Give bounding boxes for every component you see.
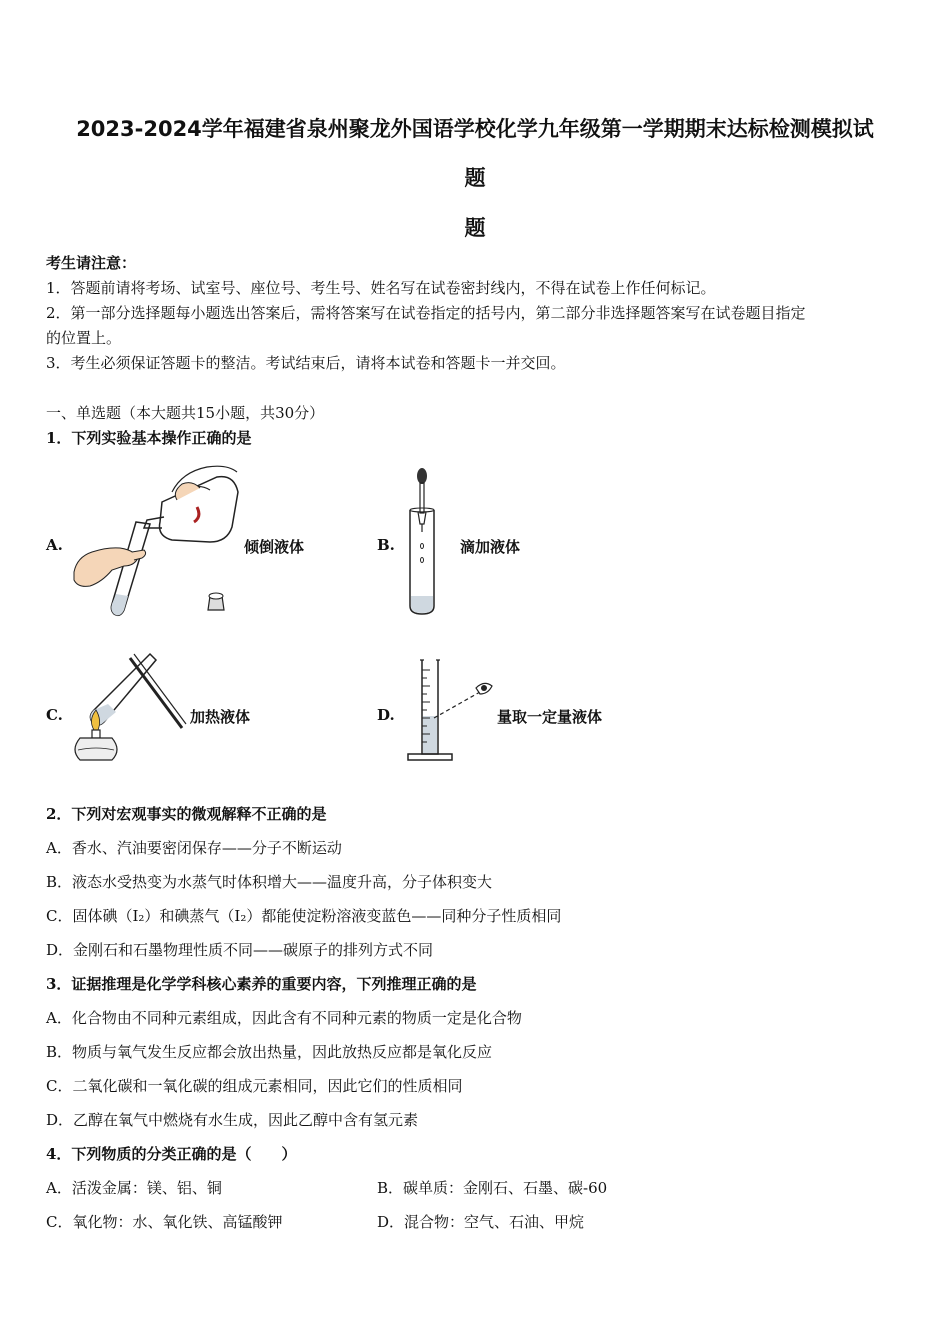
exam-title-line3: 题: [464, 216, 486, 240]
option-c-label: C.: [46, 706, 63, 724]
question-option: A．活泼金属：镁、铝、铜: [46, 1179, 222, 1197]
exam-title-line1: 2023-2024学年福建省泉州聚龙外国语学校化学九年级第一学期期末达标检测模拟试: [76, 117, 874, 141]
question-option: D．金刚石和石墨物理性质不同——碳原子的排列方式不同: [46, 941, 434, 959]
question-option: B．物质与氧气发生反应都会放出热量，因此放热反应都是氧化反应: [46, 1043, 493, 1061]
question-option: D．混合物：空气、石油、甲烷: [377, 1213, 585, 1231]
option-d-label: D.: [377, 706, 395, 724]
option-a-label: A.: [46, 536, 63, 554]
question-option: B．碳单质：金刚石、石墨、碳-60: [377, 1179, 608, 1197]
option-c-text: 加热液体: [190, 708, 251, 726]
question-stem: 3．证据推理是化学学科核心素养的重要内容，下列推理正确的是: [46, 975, 477, 993]
option-b-label: B.: [377, 536, 395, 554]
question-option: A．香水、汽油要密闭保存——分子不断运动: [46, 839, 342, 857]
question-option: C．固体碘（I₂）和碘蒸气（I₂）都能使淀粉溶液变蓝色——同种分子性质相同: [46, 907, 562, 925]
option-b-text: 滴加液体: [460, 538, 521, 556]
notice-item: 的位置上。: [46, 329, 122, 347]
question-option: D．乙醇在氧气中燃烧有水生成，因此乙醇中含有氢元素: [46, 1111, 419, 1129]
pouring-liquid-figure: [72, 462, 242, 622]
question-stem: 2．下列对宏观事实的微观解释不正确的是: [46, 805, 327, 823]
dropper-figure: [402, 466, 442, 618]
question-option: B．液态水受热变为水蒸气时体积增大——温度升高，分子体积变大: [46, 873, 493, 891]
heating-liquid-figure: [70, 650, 190, 765]
graduated-cylinder-figure: [404, 656, 500, 766]
notice-item: 1．答题前请将考场、试室号、座位号、考生号、姓名写在试卷密封线内，不得在试卷上作任何标记。: [46, 279, 716, 297]
notice-heading: 考生请注意：: [46, 254, 137, 272]
notice-item: 3．考生必须保证答题卡的整洁。考试结束后，请将本试卷和答题卡一并交回。: [46, 354, 566, 372]
notice-item: 2．第一部分选择题每小题选出答案后，需将答案写在试卷指定的括号内，第二部分非选择题答案写在试卷题目指定: [46, 304, 806, 322]
exam-title-line2: 题: [464, 166, 486, 190]
question-option: C．氧化物：水、氧化铁、高锰酸钾: [46, 1213, 283, 1231]
question-option: A．化合物由不同种元素组成，因此含有不同种元素的物质一定是化合物: [46, 1009, 522, 1027]
question-stem: 4．下列物质的分类正确的是（ ）: [46, 1145, 297, 1163]
section-heading: 一、单选题（本大题共15小题，共30分）: [46, 404, 325, 422]
option-d-text: 量取一定量液体: [497, 708, 603, 726]
option-a-text: 倾倒液体: [244, 538, 305, 556]
question-option: C．二氧化碳和一氧化碳的组成元素相同，因此它们的性质相同: [46, 1077, 463, 1095]
question-stem: 1．下列实验基本操作正确的是: [46, 429, 252, 447]
